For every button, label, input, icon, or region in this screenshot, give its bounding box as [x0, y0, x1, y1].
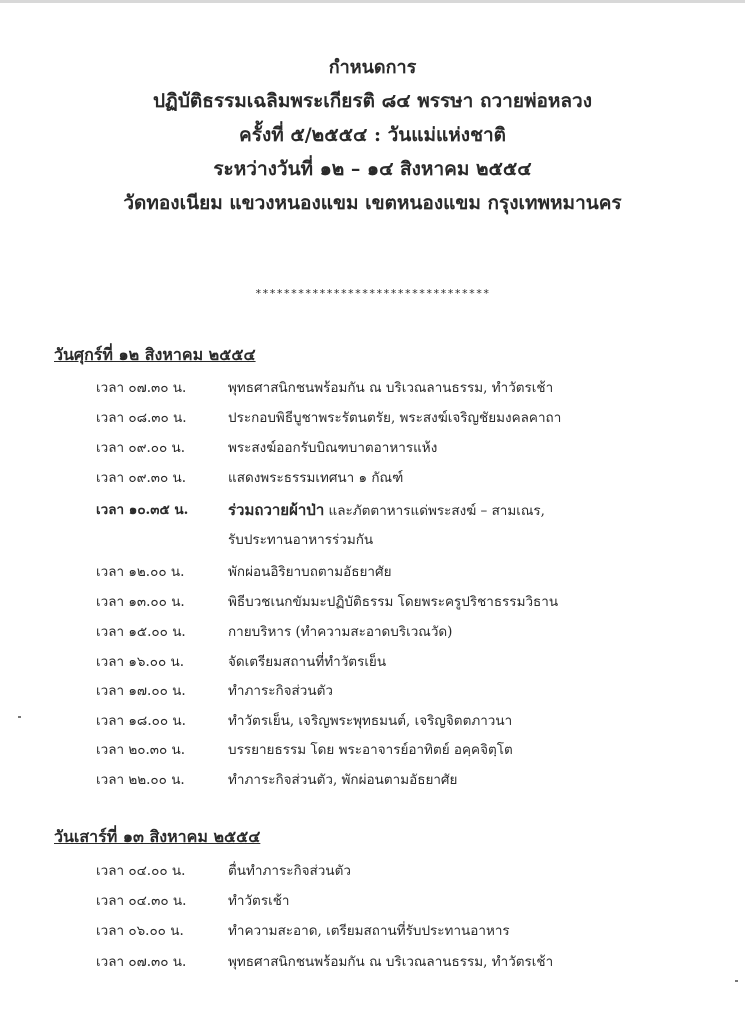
item-time: เวลา ๒๐.๓๐ น.	[96, 742, 186, 758]
item-activity: พระสงฆ์ออกรับบิณฑบาตอาหารแห้ง	[228, 440, 438, 456]
item-activity-rest: และภัตตาหารแด่พระสงฆ์ – สามเณร,	[324, 503, 545, 519]
schedule-item	[0, 709, 745, 729]
schedule-item-continued	[0, 528, 745, 548]
header-dates: ระหว่างวันที่ ๑๒ – ๑๔ สิงหาคม ๒๕๕๔	[213, 158, 532, 180]
schedule-item	[0, 679, 745, 699]
item-activity: กายบริหาร (ทำความสะอาดบริเวณวัด)	[228, 624, 453, 640]
item-time: เวลา ๐๔.๓๐ น.	[96, 893, 187, 909]
item-activity: ทำภาระกิจส่วนตัว	[228, 683, 333, 699]
item-activity-highlight: ร่วมถวายผ้าป่า	[228, 501, 325, 519]
separator-stars: *********************************	[254, 287, 491, 300]
header-venue: วัดทองเนียม แขวงหนองแขม เขตหนองแขม กรุงเทพหมานคร	[123, 192, 622, 214]
item-time: เวลา ๑๒.๐๐ น.	[96, 564, 185, 580]
schedule-item	[0, 650, 745, 670]
scan-speck	[735, 980, 738, 982]
schedule-item	[0, 406, 745, 426]
item-time: เวลา ๐๗.๓๐ น.	[96, 954, 187, 970]
schedule-item	[0, 859, 745, 879]
item-time: เวลา ๐๙.๐๐ น.	[96, 440, 186, 456]
item-activity: พุทธศาสนิกชนพร้อมกัน ณ บริเวณลานธรรม, ทำวัตรเช้า	[228, 380, 554, 396]
item-activity: แสดงพระธรรมเทศนา ๑ กัณฑ์	[228, 470, 404, 486]
schedule-item	[0, 919, 745, 939]
item-activity: พุทธศาสนิกชนพร้อมกัน ณ บริเวณลานธรรม, ทำวัตรเช้า	[228, 954, 554, 970]
document-header	[0, 58, 745, 227]
day-title: วันเสาร์ที่ ๑๓ สิงหาคม ๒๕๕๔	[54, 827, 261, 846]
item-time: เวลา ๐๗.๓๐ น.	[96, 380, 187, 396]
item-time: เวลา ๑๘.๐๐ น.	[96, 713, 186, 729]
item-time: เวลา ๒๒.๐๐ น.	[96, 772, 185, 788]
schedule-item	[0, 466, 745, 486]
schedule-item	[0, 620, 745, 640]
schedule-item	[0, 950, 745, 970]
item-activity-continued: รับประทานอาหารร่วมกัน	[228, 532, 374, 548]
item-activity: ทำวัตรเย็น, เจริญพระพุทธมนต์, เจริญจิตตภาวนา	[228, 713, 513, 729]
schedule-item	[0, 590, 745, 610]
item-time: เวลา ๐๘.๓๐ น.	[96, 410, 187, 426]
schedule-item	[0, 768, 745, 788]
item-activity: พักผ่อนอิริยาบถตามอัธยาศัย	[228, 564, 392, 580]
item-time: เวลา ๑๗.๐๐ น.	[96, 683, 186, 699]
item-time: เวลา ๑๓.๐๐ น.	[96, 594, 185, 610]
item-activity: ทำความสะอาด, เตรียมสถานที่รับประทานอาหาร	[228, 923, 510, 939]
header-session: ครั้งที่ ๕/๒๕๕๔ : วันแม่แห่งชาติ	[239, 124, 506, 146]
item-time: เวลา ๑๐.๓๕ น.	[96, 502, 189, 518]
schedule-item	[0, 560, 745, 580]
item-activity: บรรยายธรรม โดย พระอาจารย์อาทิตย์ อคฺคจิตฺโต	[228, 742, 513, 758]
schedule-item	[0, 376, 745, 396]
item-activity: ทำภาระกิจส่วนตัว, พักผ่อนตามอัธยาศัย	[228, 772, 458, 788]
day-title: วันศุกร์ที่ ๑๒ สิงหาคม ๒๕๕๔	[54, 345, 256, 364]
item-time: เวลา ๐๔.๐๐ น.	[96, 863, 186, 879]
header-event-name: ปฏิบัติธรรมเฉลิมพระเกียรติ ๘๔ พรรษา ถวายพ่อหลวง	[153, 90, 592, 112]
item-activity: ประกอบพิธีบูชาพระรัตนตรัย, พระสงฆ์เจริญชัยมงคลคาถา	[228, 410, 562, 426]
scan-edge	[0, 0, 745, 3]
item-time: เวลา ๑๕.๐๐ น.	[96, 624, 186, 640]
schedule-item	[0, 436, 745, 456]
item-activity	[228, 498, 545, 522]
item-time: เวลา ๐๙.๓๐ น.	[96, 470, 187, 486]
item-activity: จัดเตรียมสถานที่ทำวัตรเย็น	[228, 654, 387, 670]
item-time: เวลา ๑๖.๐๐ น.	[96, 654, 185, 670]
item-time: เวลา ๐๖.๐๐ น.	[96, 923, 184, 939]
header-title: กำหนดการ	[328, 57, 417, 78]
item-activity: ทำวัตรเช้า	[228, 893, 290, 909]
item-activity: พิธีบวชเนกขัมมะปฏิบัติธรรม โดยพระครูปริชาธรรมวิธาน	[228, 594, 559, 610]
schedule-item	[0, 889, 745, 909]
schedule-item	[0, 738, 745, 758]
item-activity: ตื่นทำภาระกิจส่วนตัว	[228, 863, 351, 879]
scan-speck	[18, 716, 21, 718]
schedule-item	[0, 498, 745, 518]
